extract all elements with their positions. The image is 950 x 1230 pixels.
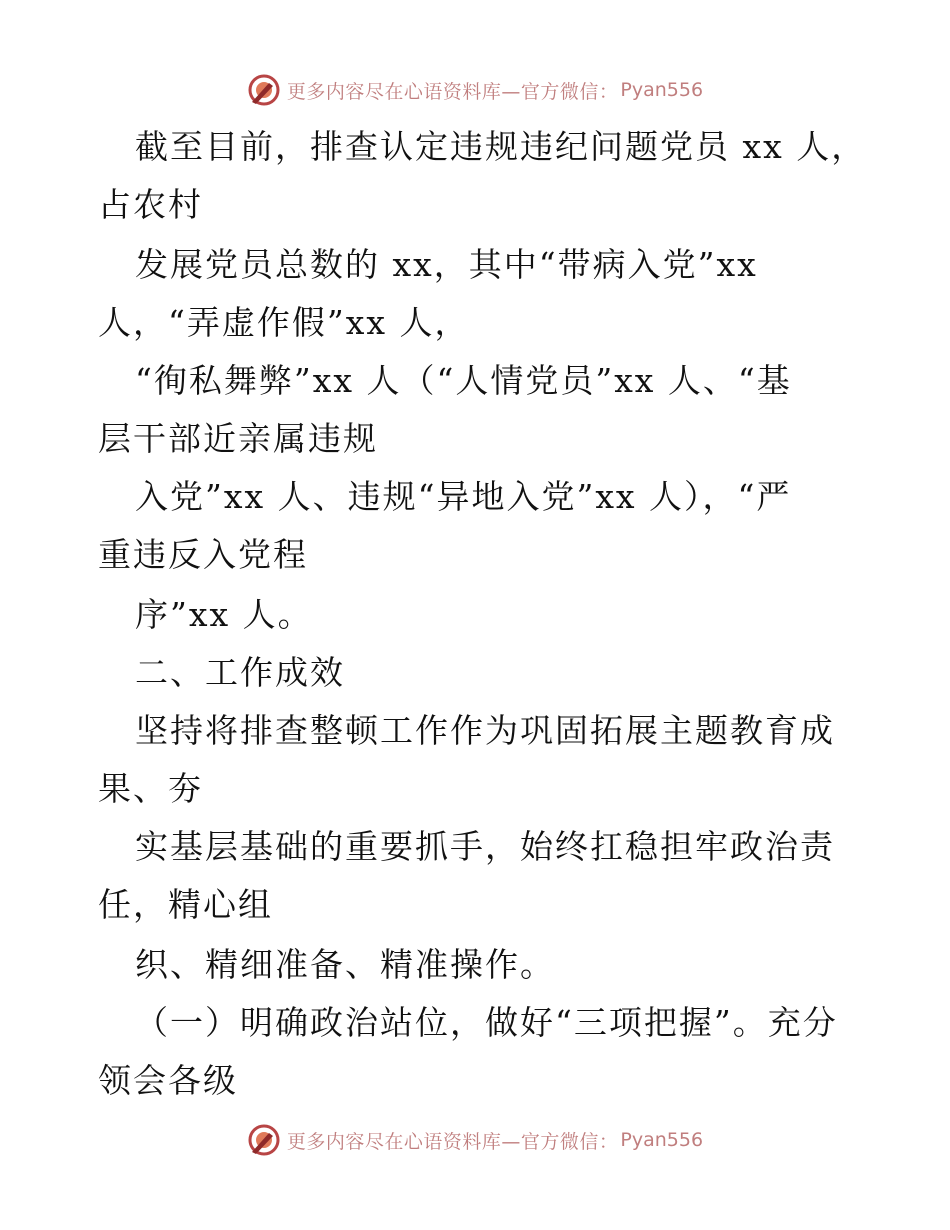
- text-line: 入党”xx 人、违规“异地入党”xx 人），“严: [135, 477, 792, 516]
- text-line: 坚持将排查整顿工作作为巩固拓展主题教育成: [135, 711, 835, 750]
- text-line: 人，“弄虚作假”xx 人，: [98, 303, 470, 342]
- text-line: 领会各级: [98, 1061, 238, 1100]
- subsection-heading: （一）明确政治站位，做好“三项把握”。充分: [135, 1003, 838, 1042]
- watermark-wechat-id: Pyan556: [620, 79, 704, 101]
- section-heading: 二、工作成效: [135, 653, 345, 692]
- text-line: 序”xx 人。: [135, 595, 313, 634]
- footer-watermark: [0, 1120, 950, 1160]
- text-line: 发展党员总数的 xx，其中“带病入党”xx: [135, 245, 758, 284]
- text-line: 果、夯: [98, 769, 203, 808]
- text-line: 占农村: [98, 185, 203, 224]
- text-line: 截至目前，排查认定违规违纪问题党员 xx 人，: [135, 127, 867, 166]
- red-seal-logo-icon: [247, 73, 281, 107]
- red-seal-logo-icon: [247, 1123, 281, 1157]
- text-line: “徇私舞弊”xx 人（“人情党员”xx 人、“基: [135, 361, 792, 400]
- text-line: 重违反入党程: [98, 535, 308, 574]
- text-line: 织、精细准备、精准操作。: [135, 945, 555, 984]
- watermark-text: 更多内容尽在心语资料库—官方微信：: [286, 1130, 619, 1153]
- text-line: 层干部近亲属违规: [98, 419, 378, 458]
- watermark-wechat-id: Pyan556: [620, 1129, 704, 1151]
- watermark-text: 更多内容尽在心语资料库—官方微信：: [286, 80, 619, 103]
- text-line: 任，精心组: [98, 885, 273, 924]
- header-watermark: [0, 70, 950, 110]
- text-line: 实基层基础的重要抓手，始终扛稳担牢政治责: [135, 827, 835, 866]
